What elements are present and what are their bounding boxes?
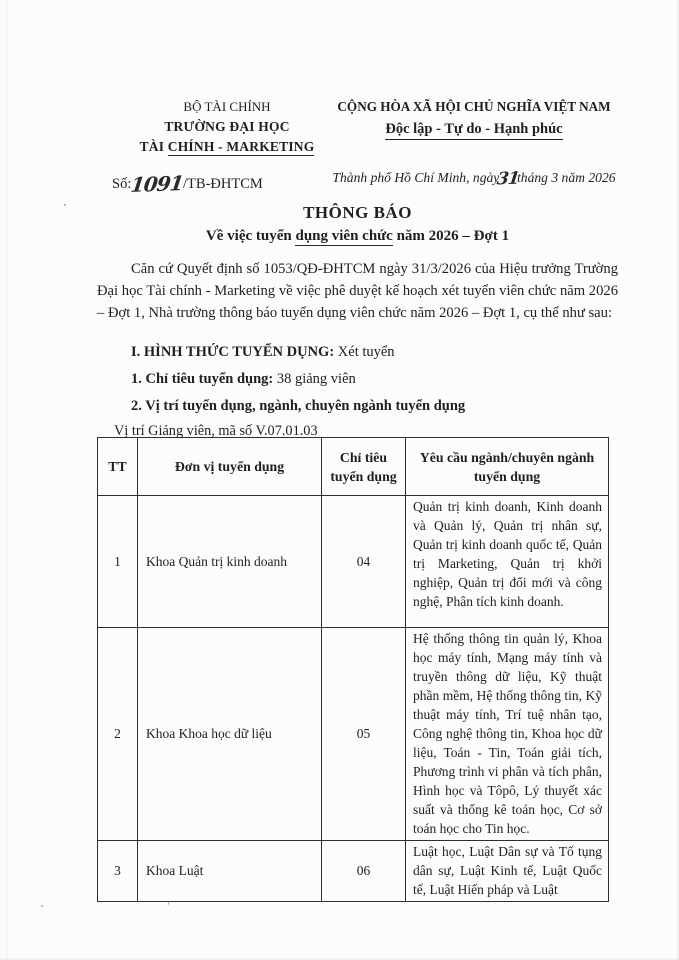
issuing-org-block	[127, 97, 327, 157]
table-header-row	[98, 438, 609, 496]
table-row	[98, 628, 609, 841]
col-header-tt: TT	[98, 438, 138, 496]
scan-speck	[64, 204, 66, 206]
cell-tt: 1	[98, 496, 138, 628]
col-header-requirement: Yêu cầu ngành/chuyên ngành tuyển dụng	[406, 438, 609, 496]
scan-speck	[41, 905, 43, 907]
section-recruitment-form: I. HÌNH THỨC TUYỂN DỤNG: Xét tuyển	[131, 344, 395, 360]
cell-unit: Khoa Quản trị kinh doanh	[138, 496, 322, 628]
intro-paragraph: Căn cứ Quyết định số 1053/QĐ-ĐHTCM ngày 31/3/2026 của Hiệu trưởng Trường Đại học Tài chính - Marketing về việc phê duyệt kế hoạch xét tuyển viên chức năm 2026 – Đợt 1, Nhà trường thông báo tuyển dụng viên chức năm 2026 – Đợt 1, cụ thể như sau:	[97, 261, 618, 321]
recruitment-table	[97, 437, 609, 902]
cell-requirement: Luật học, Luật Dân sự và Tố tụng dân sự, Luật Kinh tế, Luật Quốc tế, Luật Hiến pháp và Luật	[406, 841, 609, 902]
cell-quota: 04	[322, 496, 406, 628]
org-ministry: BỘ TÀI CHÍNH	[183, 99, 271, 114]
cell-requirement: Hệ thống thông tin quản lý, Khoa học máy tính, Mạng máy tính và truyền thông dữ liệu, Kỹ thuật phần mềm, Hệ thống thông tin, Kỹ thuật máy tính, Trí tuệ nhân tạo, Công nghệ thông tin, Khoa học dữ liệu, Toán - Tin, Toán giải tích, Phương trình vi phân và tích phân, Hình học và Tôpô, Lý thuyết xác suất và thống kê toán học, Cơ sở toán học cho Tin học.	[406, 628, 609, 841]
national-name: CỘNG HÒA XÃ HỘI CHỦ NGHĨA VIỆT NAM	[337, 99, 611, 114]
scan-speck	[168, 902, 169, 905]
document-title: THÔNG BÁO	[303, 203, 412, 222]
cell-requirement: Quản trị kinh doanh, Kinh doanh và Quản lý, Quản trị nhân sự, Quản trị kinh doanh quốc tế, Quản trị Marketing, Quản trị khởi nghiệp, Quản trị đổi mới và công nghệ, Phân tích kinh doanh.	[406, 496, 609, 628]
scan-edge-left	[6, 0, 7, 960]
cell-unit: Khoa Luật	[138, 841, 322, 902]
cell-tt: 2	[98, 628, 138, 841]
org-university-line2: TÀI CHÍNH - MARKETING	[139, 139, 315, 154]
document-subtitle: Về việc tuyển dụng viên chức năm 2026 – Đợt 1	[205, 228, 510, 244]
document-number-suffix: /TB-ĐHTCM	[183, 176, 263, 192]
cell-quota: 05	[322, 628, 406, 841]
section-quota: 1. Chỉ tiêu tuyển dụng: 38 giảng viên	[131, 371, 356, 387]
org-university-line1: TRƯỜNG ĐẠI HỌC	[164, 119, 290, 134]
date-line: Thành phố Hồ Chí Minh, ngày31tháng 3 năm 2026	[332, 168, 616, 190]
cell-tt: 3	[98, 841, 138, 902]
table-row	[98, 841, 609, 902]
section-positions: 2. Vị trí tuyển dụng, ngành, chuyên ngành tuyển dụng	[131, 398, 466, 414]
document-number-prefix: Số:	[112, 176, 132, 192]
col-header-unit: Đơn vị tuyển dụng	[138, 438, 322, 496]
col-header-quota: Chỉ tiêu tuyển dụng	[322, 438, 406, 496]
national-motto: Độc lập - Tự do - Hạnh phúc	[320, 118, 628, 140]
table-row	[98, 496, 609, 628]
cell-quota: 06	[322, 841, 406, 902]
document-number	[112, 167, 263, 197]
handwritten-number: 1091	[129, 171, 185, 197]
position-code-line: Vị trí Giảng viên, mã số V.07.01.03	[114, 423, 318, 439]
cell-unit: Khoa Khoa học dữ liệu	[138, 628, 322, 841]
handwritten-day: 31	[496, 168, 521, 190]
national-motto-block	[320, 96, 628, 140]
